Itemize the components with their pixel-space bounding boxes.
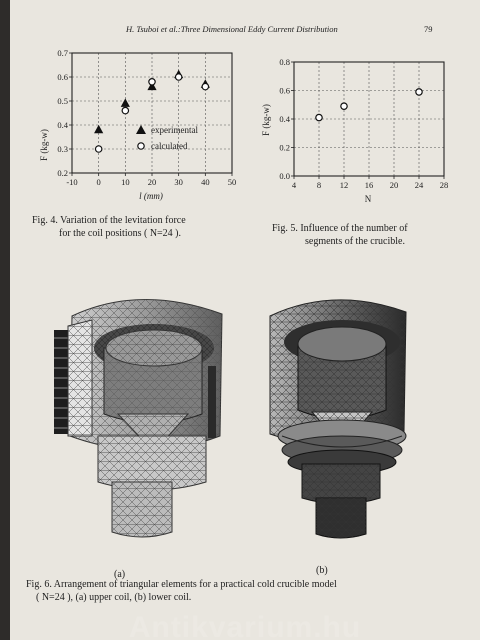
x-tick-label: 16 — [364, 180, 374, 190]
fig4-caption — [32, 214, 262, 240]
y-tick-label: 0.6 — [57, 72, 68, 82]
calculated-data-point — [202, 83, 208, 89]
legend-experimental-label: experimental — [151, 125, 198, 135]
watermark: Antikvarium.hu — [128, 611, 362, 640]
x-tick-label: 4 — [291, 180, 297, 190]
fig4-x-axis-label: l (mm) — [139, 191, 163, 201]
x-tick-label: -10 — [66, 177, 78, 187]
fig4-caption-line1: Fig. 4. Variation of the levitation force — [32, 215, 186, 226]
calculated-data-point — [122, 107, 128, 113]
x-tick-label: 50 — [227, 177, 237, 187]
calculated-data-point — [149, 79, 155, 85]
x-tick-label: 0 — [96, 177, 101, 187]
x-tick-label: 30 — [174, 177, 183, 187]
y-tick-label: 0.7 — [57, 48, 68, 58]
x-tick-label: 20 — [147, 177, 157, 187]
x-tick-label: 24 — [414, 180, 424, 190]
page-number: 79 — [424, 24, 433, 34]
y-tick-label: 0.4 — [57, 120, 68, 130]
fig5-caption-line1: Fig. 5. Influence of the number of — [272, 223, 408, 234]
running-title: H. Tsuboi et al.:Three Dimensional Eddy Current Distribution — [126, 24, 338, 34]
calculated-data-point — [416, 89, 422, 95]
legend-circle-marker — [138, 143, 144, 149]
y-tick-label: 0.2 — [57, 168, 68, 178]
calculated-data-point — [175, 74, 181, 80]
fig4-caption-line2: for the coil positions ( N=24 ). — [59, 228, 182, 239]
x-tick-label: 10 — [121, 177, 130, 187]
fig6b-mesh-model — [262, 286, 422, 556]
legend-calculated-label: calculated — [151, 141, 188, 151]
y-tick-label: 0.5 — [57, 96, 68, 106]
journal-page — [10, 0, 480, 640]
fig6-caption-line2: ( N=24 ), (a) upper coil, (b) lower coil. — [36, 592, 192, 603]
fig5-y-axis-label: F (kg-w) — [261, 104, 271, 136]
fig6a-label: (a) — [114, 569, 126, 580]
fig6a-mesh-model — [42, 286, 238, 566]
fig4-chart — [30, 45, 250, 205]
y-tick-label: 0.6 — [279, 85, 290, 96]
fig6-caption — [26, 578, 446, 604]
calculated-data-point — [341, 103, 347, 109]
x-tick-label: 8 — [316, 180, 322, 190]
y-tick-label: 0.8 — [279, 57, 290, 67]
fig5-x-axis-label: N — [364, 194, 372, 204]
x-tick-label: 20 — [389, 180, 399, 190]
x-tick-label: 40 — [201, 177, 210, 187]
fig5-chart — [254, 50, 454, 208]
x-tick-label: 28 — [439, 180, 449, 190]
y-tick-label: 0.0 — [279, 171, 290, 181]
fig6b-label: (b) — [316, 565, 328, 576]
experimental-data-point — [94, 125, 103, 134]
fig5-caption — [272, 222, 472, 248]
fig6-caption-line1: Fig. 6. Arrangement of triangular elements for a practical cold crucible model — [26, 579, 337, 590]
legend-triangle-marker — [136, 125, 146, 134]
y-tick-label: 0.3 — [57, 144, 68, 154]
y-tick-label: 0.4 — [279, 114, 290, 124]
y-tick-label: 0.2 — [279, 142, 290, 153]
calculated-data-point — [316, 114, 322, 120]
fig4-y-axis-label: F (kg-w) — [39, 129, 49, 161]
x-tick-label: 12 — [339, 180, 349, 190]
fig5-caption-line2: segments of the crucible. — [305, 236, 405, 247]
calculated-data-point — [95, 146, 101, 152]
experimental-data-point — [121, 98, 130, 107]
